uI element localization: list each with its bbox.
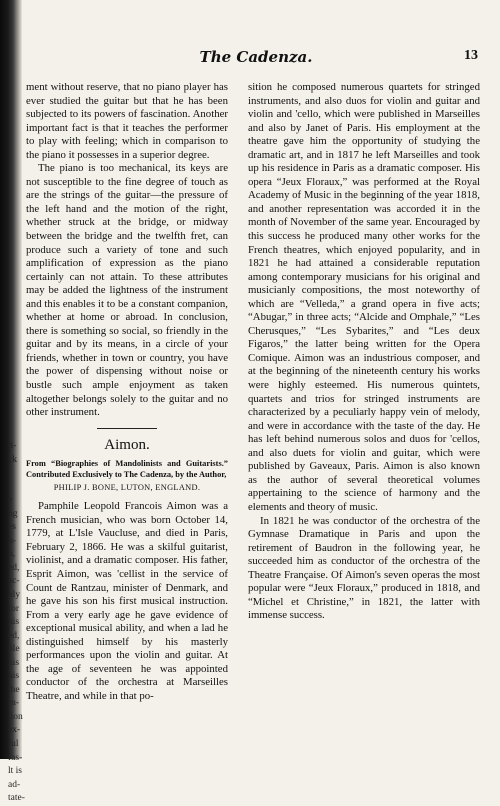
gutter-fragment: for [8,603,20,614]
gutter-fragment: ad- [8,779,21,790]
gutter-fragment: lt is [8,766,22,777]
article-source-note: From “Biographies of Mandolinists and Guitarists.” Contributed Exclusively to The Cadenza, by the Author, [26,459,228,480]
gutter-fragment: ble [8,644,20,655]
gutter-fragment [8,481,26,495]
gutter-fragment: ful [8,739,19,750]
right-paragraph-2: In 1821 he was conductor of the orchestra of the Gymnase Dramatique in Paris and upon the retirement of Baudron in the following year, he succeeded him as conductor of the orchestra of the Theatre Française. Of Aimon's seven operas the most popular were “Jeux Floraux,” produced in 1818, and “Michel et Christine,” in 1821, the latter with immense success. [248,514,480,622]
gutter-fragment: ed, [8,630,20,641]
article-paragraph-1: Pamphile Leopold Francois Aimon was a French musician, who was born October 14, 1779, at L'Isle Vaucluse, and died in Paris, February 2, 1866. He was a skilful guitarist, violinist, and a dramatic composer. His father, Esprit Aimon, was 'cellist in the service of Count de Rantzau, minister of Denmark, and he gave his son his first musical instruction. From a very early age he gave evidence of exceptional musical ability, and when a lad he distinguished himself by his masterly performances upon the violin and guitar. At the age of seventeen he was appointed conductor of the orchestra at Marseilles Theatre, and while in that po- [26,500,228,702]
left-paragraph-1: ment without reserve, that no piano player has ever studied the guitar but that he has been subjected to its powers of fascination. Another important fact is that it teaches the performer to play with feeling; which in comparison to the piano it possesses in a superior degree. [26,81,228,161]
gutter-fragment: es [8,522,16,533]
gutter-fragment: n- [8,535,16,546]
journal-title: The Cadenza. [199,48,313,66]
gutter-fragment: e [8,495,13,506]
section-divider [97,428,157,429]
article-author: PHILIP J. BONE, LUTON, ENGLAND. [53,483,201,493]
gutter-fragment: ng [8,508,18,519]
gutter-fragment: the [8,684,20,695]
gutter-fragment: ck [8,454,17,465]
left-paragraph-2: The piano is too mechanical, its keys are not susceptible to the fine degree of touch as are the strings of the guitar—the pressure of the left hand and the motion of the right, whether struck at the bridge, or midway between the bridge and the twelfth fret, can produce such a variety of tone and such amplification of expression as the piano certainly can not attain. To these attributes may be added the lightness of the instrument and this enables it to be a constant companion, whether at home or abroad. In conclusion, there is something so social, so friendly in the guitar and by its means, in a circle of your friends, whether in town or country, you have the power of dispensing without noise or bustle such ample enjoyment as taken altogether belongs solely to the guitar and no other instrument. [26,162,228,419]
gutter-fragment [8,467,26,481]
gutter-fragment: h, [8,549,16,560]
page-number: 13 [464,48,478,63]
gutter-fragment: his [8,657,20,668]
left-column [26,81,228,703]
gutter-fragments [8,440,26,806]
gutter-fragment: tion [8,711,23,722]
gutter-fragment: ac- [8,576,20,587]
right-column [248,81,480,623]
article-title: Aimon. [104,436,150,453]
running-header [26,48,486,68]
gutter-fragment: nly [8,590,21,601]
gutter-fragment: his [8,617,20,628]
gutter-fragment: tate- [8,793,25,804]
gutter-fragment: fas- [8,752,23,763]
gutter-fragment: ex- [8,725,21,736]
gutter-fragment: rn- [8,698,20,709]
gutter-fragment: ed, [8,562,20,573]
right-paragraph-1: sition he composed numerous quartets for stringed instruments, and also duos for violin and guitar and violin and 'cello, which were published in Marseilles and also by Janet of Paris. His employment at the theatre gave him the opportunity of studying the dramatic art, and in 1817 he left Marseilles and took up his residence in Paris as a dramatic composer. His opera “Jeux Floraux,” was performed at the Royal Academy of Music in the beginning of the year 1818, and another representation was accorded it in the month of November of the same year. Encouraged by this success he produced many other works for the French theatres, which enjoyed popularity, and in 1821 he had attained a considerable reputation among contemporary musicians for his original and musicianly compositions, the most noteworthy of which are “Velleda,” a grand opera in five acts; “Abugar,” in three acts; “Alcide and Omphale,” “Les Cherusques,” “Les Sybarites,” and “Les deux Figaros,” the latter being written for the Opera Comique. Aimon was an industrious composer, and at the beginning of the nineteenth century his works were highly esteemed. His numerous quintets, quartets and trios for stringed instruments are characterized by a peculiarly happy vein of melody, and were in accordance with the taste of the day. He has left behind numerous solos and duos for 'cellos, and also duets for violin and guitar, which were published by Gaveaux, Paris. Aimon is also known as the author of several theoretical volumes appertaining to the science of harmony and the elements and theory of music. [248,81,480,513]
gutter-fragment: tt- [8,441,17,451]
gutter-fragment: his [8,671,20,682]
